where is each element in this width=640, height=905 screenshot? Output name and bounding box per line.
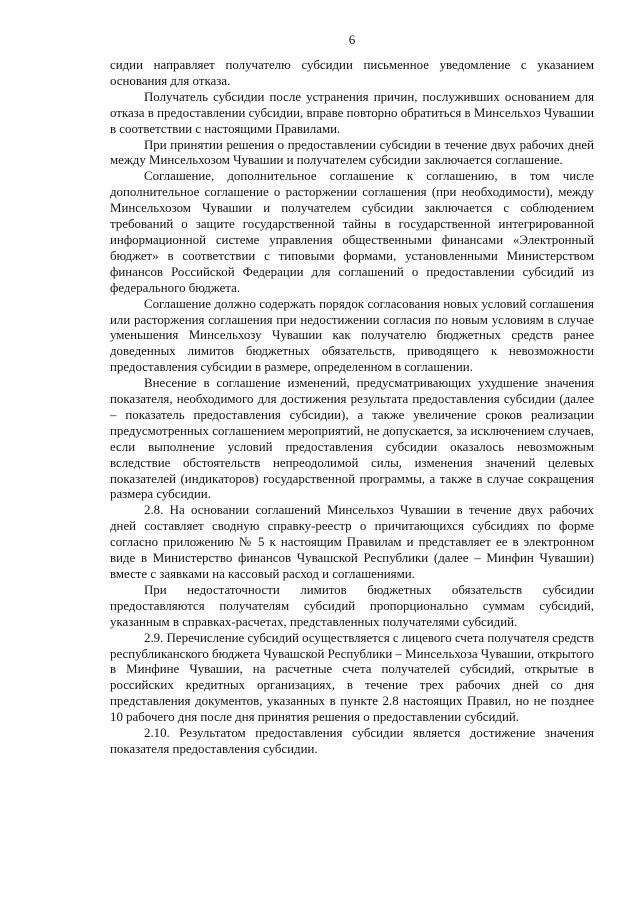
paragraph-refusal-notice-continued: сидии направляет получателю субсидии письменное уведомление с указанием основания для отказа. <box>110 58 594 88</box>
paragraph-agreement-changes: Внесение в соглашение изменений, предусматривающих ухудшение значения показателя, необходимого для достижения результата предоставления субсидии (далее – показатель предоставления субсидии), а также увеличение сроков реализации предусмотренных соглашением мероприятий, не допускается, за исключением случаев, если выполнение условий предоставления субсидии оказалось невозможным вследствие обстоятельств непреодолимой силы, изменения значений целевых показателей (индикаторов) государственной программы, а также в случае сокращения размера субсидии. <box>110 376 594 502</box>
paragraph-agreement-conclusion: При принятии решения о предоставлении субсидии в течение двух рабочих дней между Минсельхозом Чувашии и получателем субсидии заключается соглашение. <box>110 137 594 168</box>
page-number: 6 <box>348 32 356 47</box>
paragraph-reapplication: Получатель субсидии после устранения причин, послуживших основанием для отказа в предоставлении субсидии, вправе повторно обратиться в Минсельхоз Чувашии в соответствии с настоящими Правилами. <box>110 89 594 136</box>
paragraph-insufficient-limits: При недостаточности лимитов бюджетных обязательств субсидии предоставляются получателям субсидий пропорционально суммам субсидий, указанным в справках-расчетах, представленных получателями субсидий. <box>110 582 594 629</box>
paragraph-clause-2-8: 2.8. На основании соглашений Минсельхоз Чувашии в течение двух рабочих дней составляет сводную справку-реестр о причитающихся субсидиях по форме согласно приложению № 5 к настоящим Правилам и представляет ее в электронном виде в Министерство финансов Чувашской Республики (далее – Минфин Чувашии) вместе с заявками на кассовый расход и соглашениями. <box>110 503 594 581</box>
paragraph-agreement-forms: Соглашение, дополнительное соглашение к соглашению, в том числе дополнительное соглашение о расторжении соглашения (при необходимости), между Минсельхозом Чувашии и получателем субсидии заключается с соблюдением требований о защите государственной тайны в государственной интегрированной информационной системе управления общественными финансами «Электронный бюджет» в соответствии с типовыми формами, установленными Министерством финансов Российской Федерации для соглашений о предоставлении субсидий из федерального бюджета. <box>110 169 594 295</box>
paragraph-agreement-terms: Соглашение должно содержать порядок согласования новых условий соглашения или расторжения соглашения при недостижении согласия по новым условиям в случае уменьшения Минсельхозу Чувашии как получателю бюджетных средств ранее доведенных лимитов бюджетных обязательств, приводящего к невозможности предоставления субсидии в размере, определенном в соглашении. <box>110 296 594 375</box>
paragraph-clause-2-9: 2.9. Перечисление субсидий осуществляется с лицевого счета получателя средств республиканского бюджета Чувашской Республики – Минсельхоза Чувашии, открытого в Минфине Чувашии, на расчетные счета получателей субсидий, открытые в российских кредитных организациях, в течение трех рабочих дней со дня представления документов, указанных в пункте 2.8 настоящих Правил, но не позднее 10 рабочего дня после дня принятия решения о предоставлении субсидий. <box>110 630 595 725</box>
paragraph-clause-2-10: 2.10. Результатом предоставления субсидии является достижение значения показателя предоставления субсидии. <box>110 726 594 756</box>
document-page <box>110 32 594 758</box>
